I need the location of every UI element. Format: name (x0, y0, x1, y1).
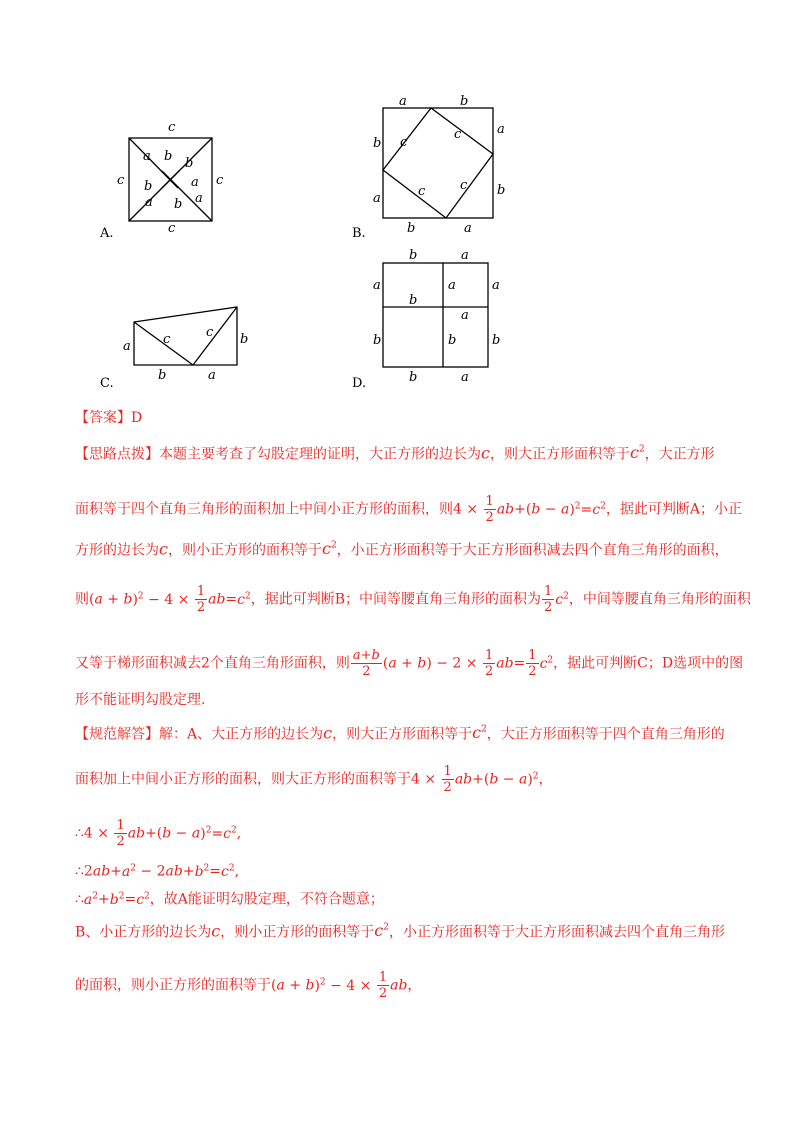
hint-line-4: 则$(a + b)^2 - 4$ × $\frac{1}{2}$ $ab=c^2$，据此可判断B；中间等腰直角三角形的面积为 $\frac{1}{2}$ $c^2$，中间等腰直角三角形的面积 (75, 584, 751, 616)
solution-tag: 【规范解答】 (75, 726, 159, 743)
fig-a-top-c: c (168, 120, 176, 135)
fig-b-c: c (418, 184, 426, 199)
figure-c-diagram (115, 298, 255, 383)
fig-a-label-a: a (143, 149, 151, 164)
figure-d-diagram (365, 246, 515, 386)
solution-line-3: ∴4 × $\frac{1}{2}$ $ab+(b - a)^2=c^2$, (75, 818, 242, 850)
fig-b-bottom-b: b (407, 221, 416, 236)
answer-line (75, 408, 735, 428)
figure-d (365, 246, 515, 386)
figure-b-diagram (360, 92, 520, 237)
fig-c-right-b: b (240, 332, 249, 347)
fig-c-bottom-a: a (208, 368, 216, 383)
fig-a-label-b: b (174, 197, 183, 212)
fig-b-left-b: b (373, 136, 382, 151)
figure-c (115, 298, 255, 383)
fig-b-top-b: b (460, 94, 469, 109)
fig-b-c: c (460, 178, 468, 193)
fig-b-c: c (400, 135, 408, 150)
figure-a (100, 118, 230, 238)
hint-line-6: 形不能证明勾股定理. (75, 692, 206, 708)
answer-tag: 【答案】 (75, 410, 131, 426)
fig-d-left-b: b (373, 333, 382, 348)
figure-b-label: B. (352, 226, 366, 241)
fig-a-label-b: b (144, 179, 153, 194)
fig-c-left-a: a (123, 339, 131, 354)
figure-a-label: A. (100, 226, 114, 241)
hint-line-5: 又等于梯形面积减去2个直角三角形面积，则 $\frac{a+b}{2}$ (a + b) − 2 × $\frac{1}{2}$ ab= $\frac{1}{2}$ $c^2$，据此可判断C；D选项中的图 (75, 648, 744, 680)
fig-a-label-b: b (164, 149, 173, 164)
solution-line-6: B、小正方形的边长为c，则小正方形的面积等于$c^2$，小正方形面积等于大正方形面积减去四个直角三角形 (75, 921, 725, 941)
solution-line-1: 【规范解答】解：A、大正方形的边长为c，则大正方形面积等于$c^2$，大正方形面积等于四个直角三角形的 (75, 723, 725, 743)
fig-b-c: c (454, 127, 462, 142)
fig-d-bottom-a: a (461, 370, 469, 385)
fig-a-bottom-c: c (168, 221, 176, 236)
hint-line-3: 方形的边长为c，则小正方形的面积等于$c^2$，小正方形面积等于大正方形面积减去四个直角三角形的面积， (75, 539, 729, 559)
solution-line-7: 的面积，则小正方形的面积等于$(a + b)^2 - 4$ × $\frac{1}{2}$ ab， (75, 970, 422, 1002)
fig-a-right-c: c (216, 173, 224, 188)
fig-d-bottom-b: b (409, 370, 418, 385)
fig-d-right-a: a (492, 278, 500, 293)
fig-b-left-a: a (373, 191, 381, 206)
fig-c-bottom-b: b (158, 368, 167, 383)
fig-b-right-b: b (497, 183, 506, 198)
fig-d-inner-a: a (448, 278, 456, 293)
fig-d-right-b: b (492, 333, 501, 348)
hint-line-2: 面积等于四个直角三角形的面积加上中间小正方形的面积，则4 × $\frac{1}{2}$ $ab+(b - a)^2=c^2$，据此可判断A；小正 (75, 494, 742, 526)
fig-a-label-a: a (145, 195, 153, 210)
figure-b (360, 92, 520, 237)
fig-c-c: c (163, 332, 171, 347)
fig-d-left-a: a (373, 278, 381, 293)
fig-b-bottom-a: a (464, 221, 472, 236)
fig-a-label-b: b (185, 156, 194, 171)
fig-d-inner-a: a (461, 308, 469, 323)
figure-a-diagram (100, 118, 230, 238)
fig-a-label-a: a (191, 175, 199, 190)
fig-d-inner-b: b (448, 333, 457, 348)
solution-line-2: 面积加上中间小正方形的面积，则大正方形的面积等于4 × $\frac{1}{2}$ $ab+(b - a)^2$， (75, 764, 553, 796)
fig-d-inner-b: b (409, 293, 418, 308)
figure-d-label: D. (352, 376, 367, 391)
hint-tag: 【思路点拨】 (75, 446, 159, 463)
fig-a-label-a: a (195, 191, 203, 206)
fig-c-c: c (206, 325, 214, 340)
fig-d-top-b: b (409, 248, 418, 263)
fig-b-top-a: a (399, 94, 407, 109)
fig-b-right-a: a (497, 122, 505, 137)
answer-value: D (131, 410, 143, 426)
hint-line-1: 【思路点拨】本题主要考查了勾股定理的证明，大正方形的边长为c，则大正方形面积等于$c^2$，大正方形 (75, 443, 715, 463)
fig-a-left-c: c (117, 173, 125, 188)
solution-line-5: $\therefore a^2+b^2=c^2$，故A能证明勾股定理，不符合题意； (75, 891, 384, 908)
solution-line-4: $\therefore 2ab+a^2 - 2ab+b^2=c^2$, (75, 863, 240, 880)
figure-c-label: C. (100, 376, 114, 391)
fig-d-top-a: a (461, 248, 469, 263)
